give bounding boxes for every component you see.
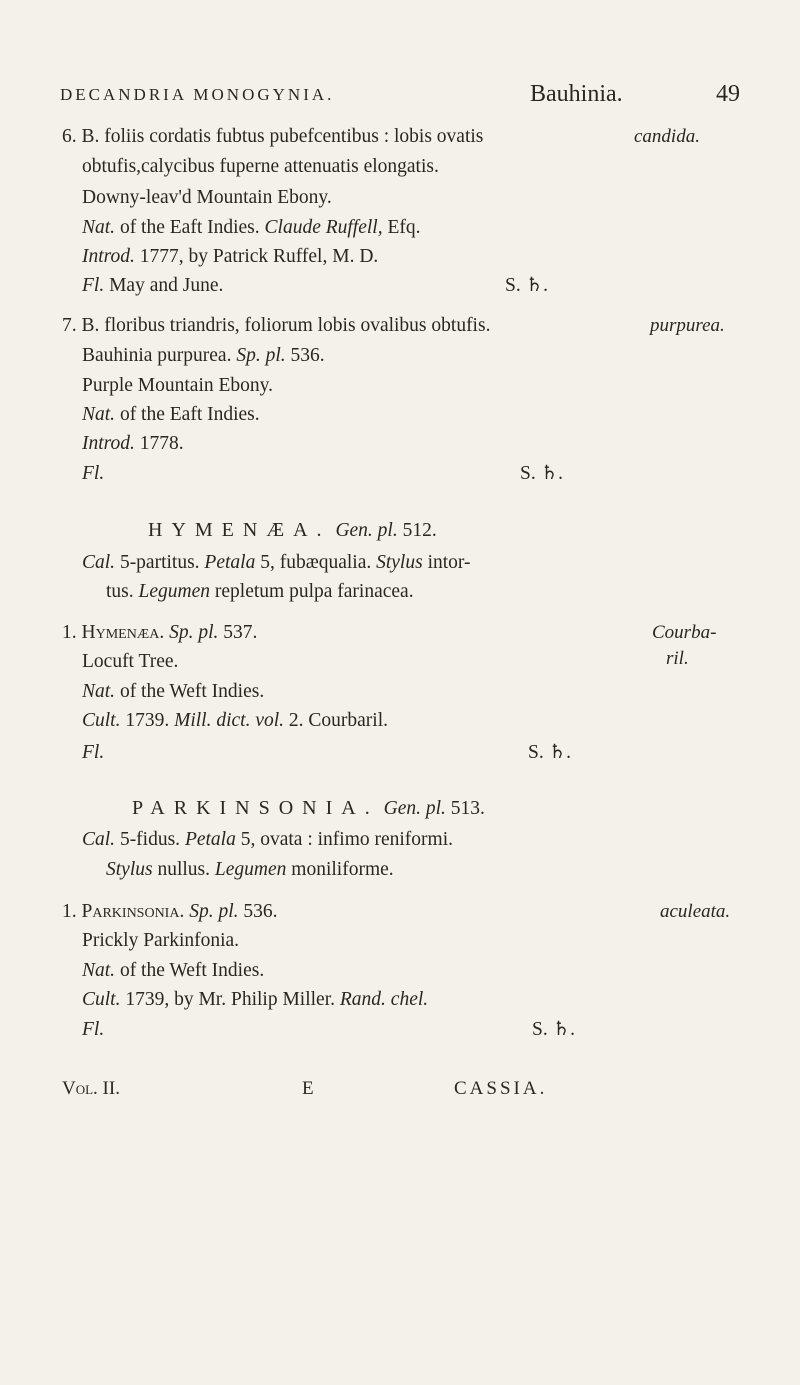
hymenaea-char-1: Cal. 5-partitus. Petala 5, fubæqualia. Stylus intor- xyxy=(82,552,471,573)
hymenaea-heading: HYMENÆA. Gen. pl. 512. xyxy=(148,519,437,541)
parkinsonia-common-name: Prickly Parkinfonia. xyxy=(82,930,240,951)
parkinsonia-flowering: Fl. xyxy=(82,1019,105,1040)
parkinsonia-habit: S. ♄. xyxy=(532,1019,575,1040)
species-7-epithet: purpurea. xyxy=(650,315,725,336)
parkinsonia-cultivated: Cult. 1739, by Mr. Philip Miller. Rand. chel. xyxy=(82,989,429,1010)
parkinsonia-char-1: Cal. 5-fidus. Petala 5, ovata : infimo reniformi. xyxy=(82,829,454,850)
species-6-flowering: Fl. May and June. xyxy=(82,275,224,296)
species-7-habit: S. ♄. xyxy=(520,463,563,484)
species-6-epithet: candida. xyxy=(634,126,700,147)
species-7-flowering: Fl. xyxy=(82,463,105,484)
species-6-common-name: Downy-leav'd Mountain Ebony. xyxy=(82,187,332,208)
species-7-introduced: Introd. 1778. xyxy=(82,433,184,454)
parkinsonia-native: Nat. of the Weft Indies. xyxy=(82,960,265,981)
hymenaea-native: Nat. of the Weft Indies. xyxy=(82,681,265,702)
species-6-line-1: 6. B. foliis cordatis fubtus pubefcentibus : lobis ovatis xyxy=(62,126,484,147)
parkinsonia-heading: PARKINSONIA. Gen. pl. 513. xyxy=(132,797,485,819)
species-6-native: Nat. of the Eaft Indies. Claude Ruffell, Efq. xyxy=(82,217,421,238)
hymenaea-common-name: Locuft Tree. xyxy=(82,651,179,672)
species-6-introduced: Introd. 1777, by Patrick Ruffel, M. D. xyxy=(82,246,379,267)
hymenaea-cultivated: Cult. 1739. Mill. dict. vol. 2. Courbaril. xyxy=(82,710,389,731)
running-header xyxy=(60,80,740,110)
parkinsonia-char-2: Stylus nullus. Legumen moniliforme. xyxy=(106,859,394,880)
species-7-native: Nat. of the Eaft Indies. xyxy=(82,404,260,425)
volume-label: Vol. II. xyxy=(62,1078,120,1099)
species-7-common-name: Purple Mountain Ebony. xyxy=(82,375,274,396)
hymenaea-species-1: 1. Hymenæa. Sp. pl. 537. xyxy=(62,622,258,643)
hymenaea-char-2: tus. Legumen repletum pulpa farinacea. xyxy=(106,581,414,602)
parkinsonia-species-1: 1. Parkinsonia. Sp. pl. 536. xyxy=(62,901,278,922)
species-7-line-1: 7. B. floribus triandris, foliorum lobis ovalibus obtufis. xyxy=(62,315,491,336)
hymenaea-epithet-2: ril. xyxy=(666,648,689,669)
signature-mark: E xyxy=(302,1078,314,1099)
header-genus: Bauhinia. xyxy=(530,81,623,107)
header-class: DECANDRIA MONOGYNIA. xyxy=(60,85,335,104)
species-6-line-2: obtufis,calycibus fuperne attenuatis elongatis. xyxy=(82,156,439,177)
hymenaea-epithet-1: Courba- xyxy=(652,622,717,643)
species-7-synonym: Bauhinia purpurea. Sp. pl. 536. xyxy=(82,345,325,366)
parkinsonia-epithet: aculeata. xyxy=(660,901,731,922)
page-number: 49 xyxy=(716,81,740,107)
catchword: CASSIA. xyxy=(454,1078,548,1099)
hymenaea-habit: S. ♄. xyxy=(528,742,571,763)
species-6-habit: S. ♄. xyxy=(505,275,548,296)
hymenaea-flowering: Fl. xyxy=(82,742,105,763)
